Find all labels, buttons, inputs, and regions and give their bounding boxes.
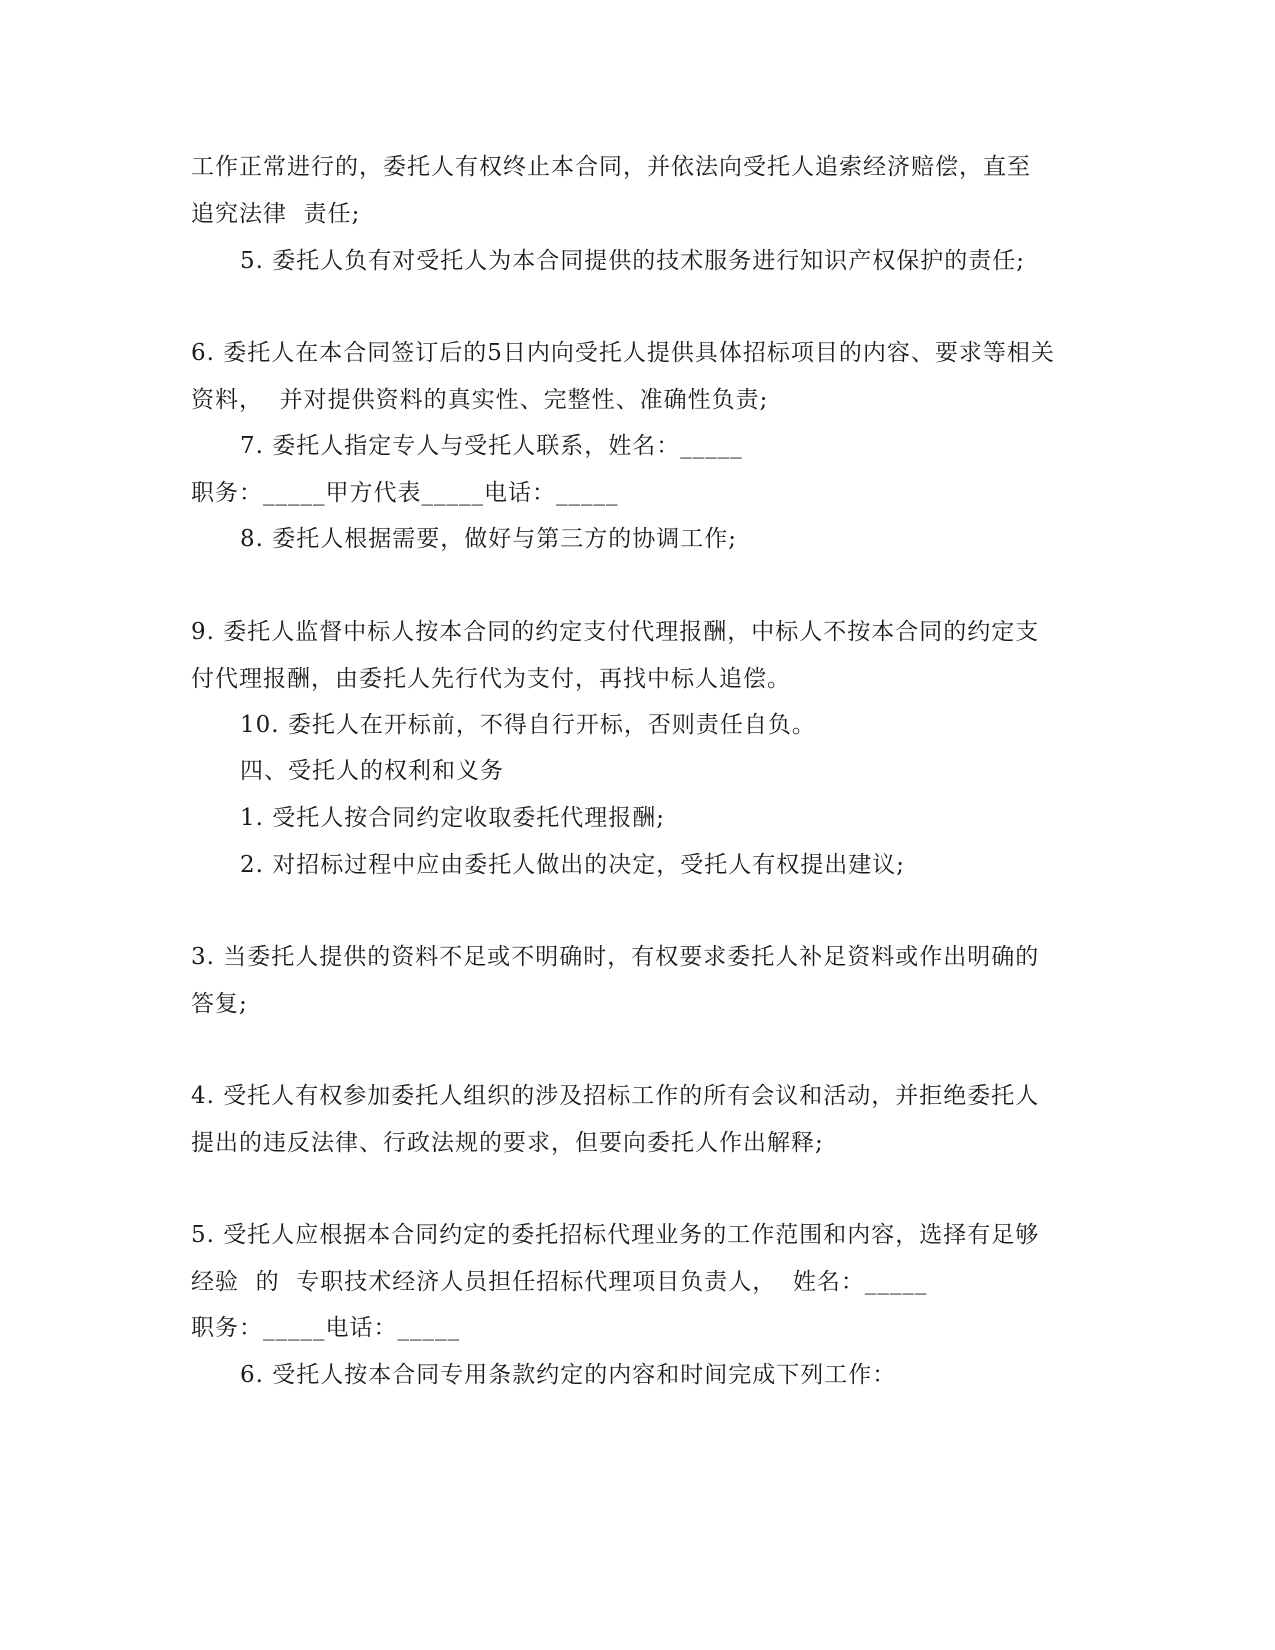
text-line: 10. 委托人在开标前，不得自行开标，否则责任自负。	[240, 712, 816, 738]
text-line: 7. 委托人指定专人与受托人联系，姓名：_____	[240, 433, 743, 459]
text-line: 1. 受托人按合同约定收取委托代理报酬;	[240, 805, 666, 831]
text-line: 2. 对招标过程中应由委托人做出的决定，受托人有权提出建议;	[240, 852, 906, 878]
text-line: 6. 委托人在本合同签订后的5日内向受托人提供具体招标项目的内容、要求等相关	[191, 340, 1055, 366]
section-heading: 四、受托人的权利和义务	[240, 758, 504, 784]
text-line: 经验 的 专职技术经济人员担任招标代理项目负责人， 姓名：_____	[191, 1269, 928, 1295]
text-line: 答复;	[191, 991, 248, 1017]
text-line: 职务：_____甲方代表_____电话：_____	[191, 480, 619, 506]
text-line: 9. 委托人监督中标人按本合同的约定支付代理报酬，中标人不按本合同的约定支	[191, 619, 1040, 645]
text-line: 职务：_____电话：_____	[191, 1315, 460, 1341]
text-line: 资料， 并对提供资料的真实性、完整性、准确性负责;	[191, 387, 769, 413]
text-line: 付代理报酬，由委托人先行代为支付，再找中标人追偿。	[191, 666, 791, 692]
text-line: 3. 当委托人提供的资料不足或不明确时，有权要求委托人补足资料或作出明确的	[191, 944, 1040, 970]
text-line: 工作正常进行的，委托人有权终止本合同，并依法向受托人追索经济赔偿，直至	[191, 154, 1031, 180]
text-line: 5. 委托人负有对受托人为本合同提供的技术服务进行知识产权保护的责任;	[240, 248, 1026, 274]
text-line: 追究法律 责任;	[191, 201, 361, 227]
text-line: 5. 受托人应根据本合同约定的委托招标代理业务的工作范围和内容，选择有足够	[191, 1222, 1040, 1248]
text-line: 6. 受托人按本合同专用条款约定的内容和时间完成下列工作：	[240, 1362, 897, 1388]
text-line: 8. 委托人根据需要，做好与第三方的协调工作;	[240, 526, 738, 552]
text-line: 4. 受托人有权参加委托人组织的涉及招标工作的所有会议和活动，并拒绝委托人	[191, 1083, 1040, 1109]
text-line: 提出的违反法律、行政法规的要求，但要向委托人作出解释;	[191, 1130, 824, 1156]
